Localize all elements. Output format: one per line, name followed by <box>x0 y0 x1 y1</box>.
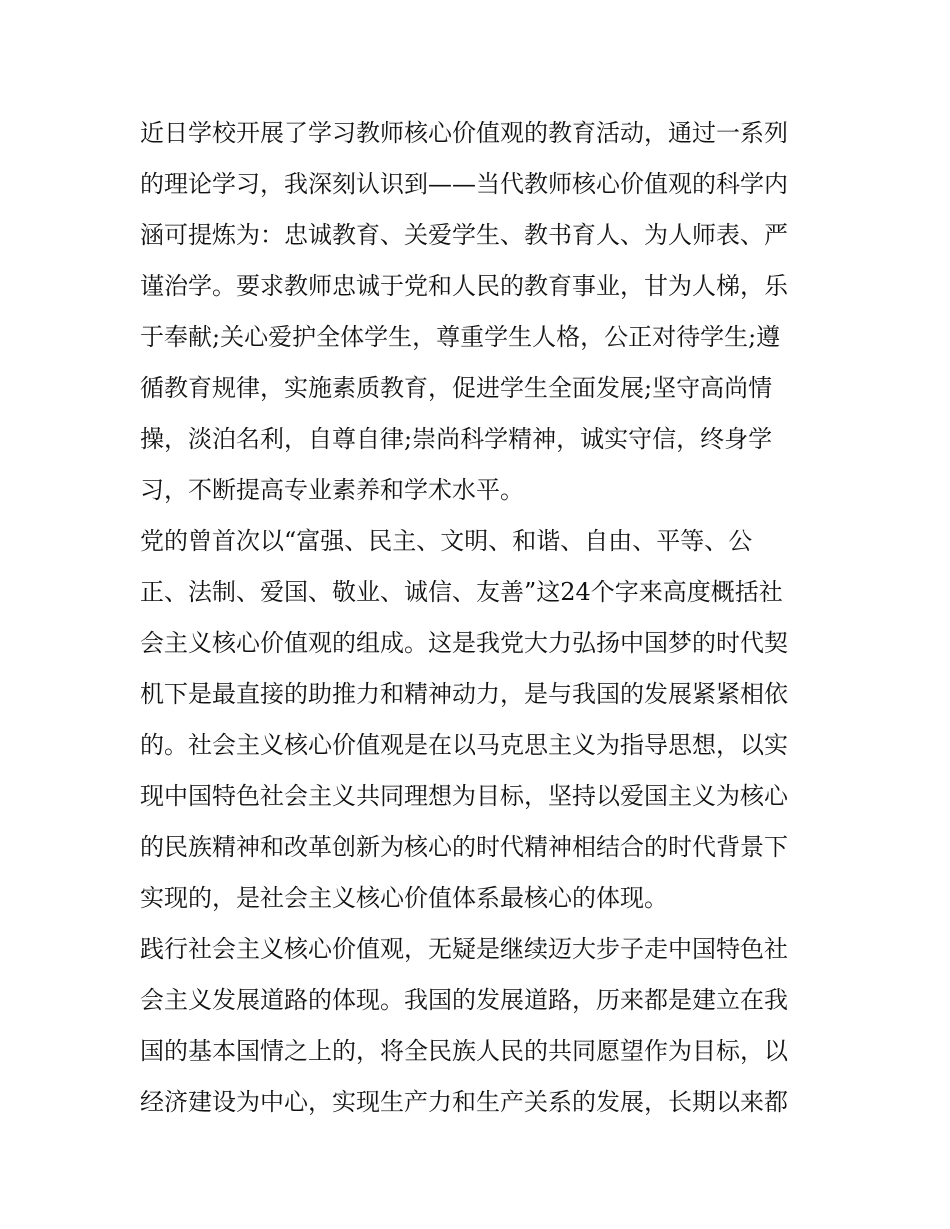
text-line: 经济建设为中心，实现生产力和生产关系的发展，长期以来都 <box>140 1088 788 1116</box>
text-line: 近日学校开展了学习教师核心价值观的教育活动，通过一系列 <box>140 119 788 147</box>
text-line: 于奉献;关心爱护全体学生，尊重学生人格，公正对待学生;遵 <box>140 323 781 351</box>
text-line: 涵可提炼为：忠诚教育、关爱学生、教书育人、为人师表、严 <box>140 221 788 249</box>
text-line: 现中国特色社会主义共同理想为目标，坚持以爱国主义为核心 <box>140 782 788 810</box>
text-line: 习，不断提高专业素养和学术水平。 <box>140 476 524 504</box>
text-line: 循教育规律，实施素质教育，促进学生全面发展;坚守高尚情 <box>140 374 773 402</box>
text-line: 实现的，是社会主义核心价值体系最核心的体现。 <box>140 884 668 912</box>
document-body <box>140 108 820 1128</box>
text-line: 的理论学习，我深刻认识到——当代教师核心价值观的科学内 <box>140 170 788 198</box>
text-line: 会主义核心价值观的组成。这是我党大力弘扬中国梦的时代契 <box>140 629 788 657</box>
text-line: 党的曾首次以“富强、民主、文明、和谐、自由、平等、公 <box>140 527 753 555</box>
paragraph-practice-values <box>140 924 820 1128</box>
text-line: 正、法制、爱国、敬业、诚信、友善”这24个字来高度概括社 <box>140 578 783 606</box>
paragraph-core-socialist-values <box>140 516 820 924</box>
text-line: 机下是最直接的助推力和精神动力，是与我国的发展紧紧相依 <box>140 680 788 708</box>
paragraph-teacher-values <box>140 108 820 516</box>
text-line: 的民族精神和改革创新为核心的时代精神相结合的时代背景下 <box>140 833 788 861</box>
text-line: 操，淡泊名利，自尊自律;崇尚科学精神，诚实守信，终身学 <box>140 425 773 453</box>
text-line: 国的基本国情之上的，将全民族人民的共同愿望作为目标，以 <box>140 1037 788 1065</box>
text-line: 的。社会主义核心价值观是在以马克思主义为指导思想，以实 <box>140 731 788 759</box>
text-line: 会主义发展道路的体现。我国的发展道路，历来都是建立在我 <box>140 986 788 1014</box>
text-line: 践行社会主义核心价值观，无疑是继续迈大步子走中国特色社 <box>140 935 788 963</box>
text-line: 谨治学。要求教师忠诚于党和人民的教育事业，甘为人梯，乐 <box>140 272 788 300</box>
